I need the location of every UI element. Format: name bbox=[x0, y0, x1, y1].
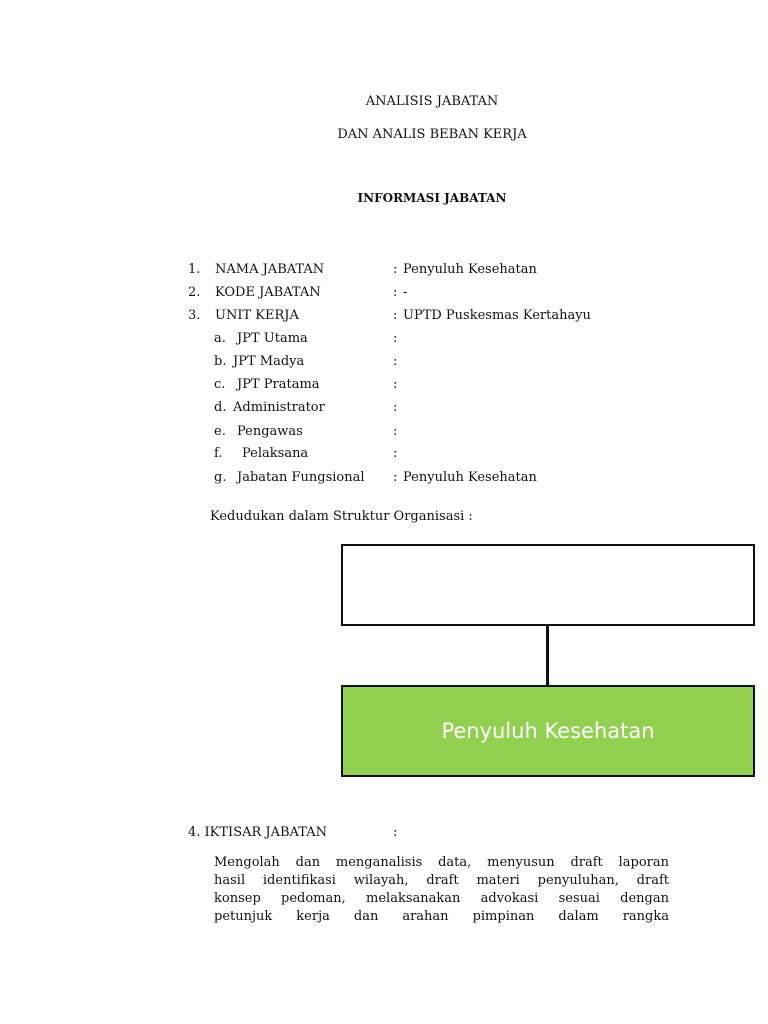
item-number: 2. bbox=[188, 285, 201, 300]
paragraph-line: Mengolah dan menganalisis data, menyusun draft laporan bbox=[214, 855, 669, 870]
iktisar-paragraph bbox=[214, 854, 669, 926]
org-chart-superior-box bbox=[341, 544, 755, 626]
subitem-colon: : bbox=[393, 446, 398, 461]
subitem-colon: : bbox=[393, 354, 398, 369]
paragraph-line: konsep pedoman, melaksanakan advokasi sesuai dengan bbox=[214, 891, 669, 906]
org-chart-position-label: Penyuluh Kesehatan bbox=[441, 719, 655, 743]
subitem-colon: : bbox=[393, 331, 398, 346]
subitem-letter: f. bbox=[214, 446, 223, 461]
subitem-label: Jabatan Fungsional bbox=[237, 470, 365, 485]
item-label: NAMA JABATAN bbox=[215, 262, 325, 277]
subitem-colon: : bbox=[393, 470, 398, 485]
document-subtitle: DAN ANALIS BEBAN KERJA bbox=[337, 127, 527, 142]
subitem-label: JPT Madya bbox=[233, 354, 305, 369]
iktisar-label: 4. IKTISAR JABATAN bbox=[188, 825, 327, 840]
subitem-letter: e. bbox=[214, 424, 226, 439]
item-colon: : bbox=[393, 308, 398, 323]
subitem-label: Pengawas bbox=[237, 424, 303, 439]
org-chart-position-box bbox=[341, 685, 755, 777]
subitem-label: Pelaksana bbox=[242, 446, 309, 461]
kedudukan-label: Kedudukan dalam Struktur Organisasi : bbox=[210, 509, 473, 524]
subitem-letter: b. bbox=[214, 354, 227, 369]
subitem-label: Administrator bbox=[233, 400, 325, 415]
item-value: Penyuluh Kesehatan bbox=[403, 262, 537, 277]
subitem-label: JPT Pratama bbox=[237, 377, 320, 392]
subitem-letter: g. bbox=[214, 470, 227, 485]
item-colon: : bbox=[393, 285, 398, 300]
item-value: - bbox=[403, 285, 408, 300]
document-title: ANALISIS JABATAN bbox=[365, 94, 499, 109]
subitem-letter: d. bbox=[214, 400, 227, 415]
subitem-colon: : bbox=[393, 424, 398, 439]
item-colon: : bbox=[393, 262, 398, 277]
subitem-letter: c. bbox=[214, 377, 226, 392]
org-chart-connector bbox=[546, 626, 549, 685]
item-value: UPTD Puskesmas Kertahayu bbox=[403, 308, 591, 323]
subitem-colon: : bbox=[393, 377, 398, 392]
subitem-value: Penyuluh Kesehatan bbox=[403, 470, 537, 485]
item-label: UNIT KERJA bbox=[215, 308, 299, 323]
iktisar-colon: : bbox=[393, 825, 398, 840]
item-number: 1. bbox=[188, 262, 201, 277]
subitem-letter: a. bbox=[214, 331, 226, 346]
item-number: 3. bbox=[188, 308, 201, 323]
section-title: INFORMASI JABATAN bbox=[357, 191, 507, 205]
paragraph-line: hasil identifikasi wilayah, draft materi penyuluhan, draft bbox=[214, 873, 669, 888]
item-label: KODE JABATAN bbox=[215, 285, 321, 300]
subitem-colon: : bbox=[393, 400, 398, 415]
subitem-label: JPT Utama bbox=[237, 331, 308, 346]
paragraph-line: petunjuk kerja dan arahan pimpinan dalam rangka bbox=[214, 909, 669, 924]
